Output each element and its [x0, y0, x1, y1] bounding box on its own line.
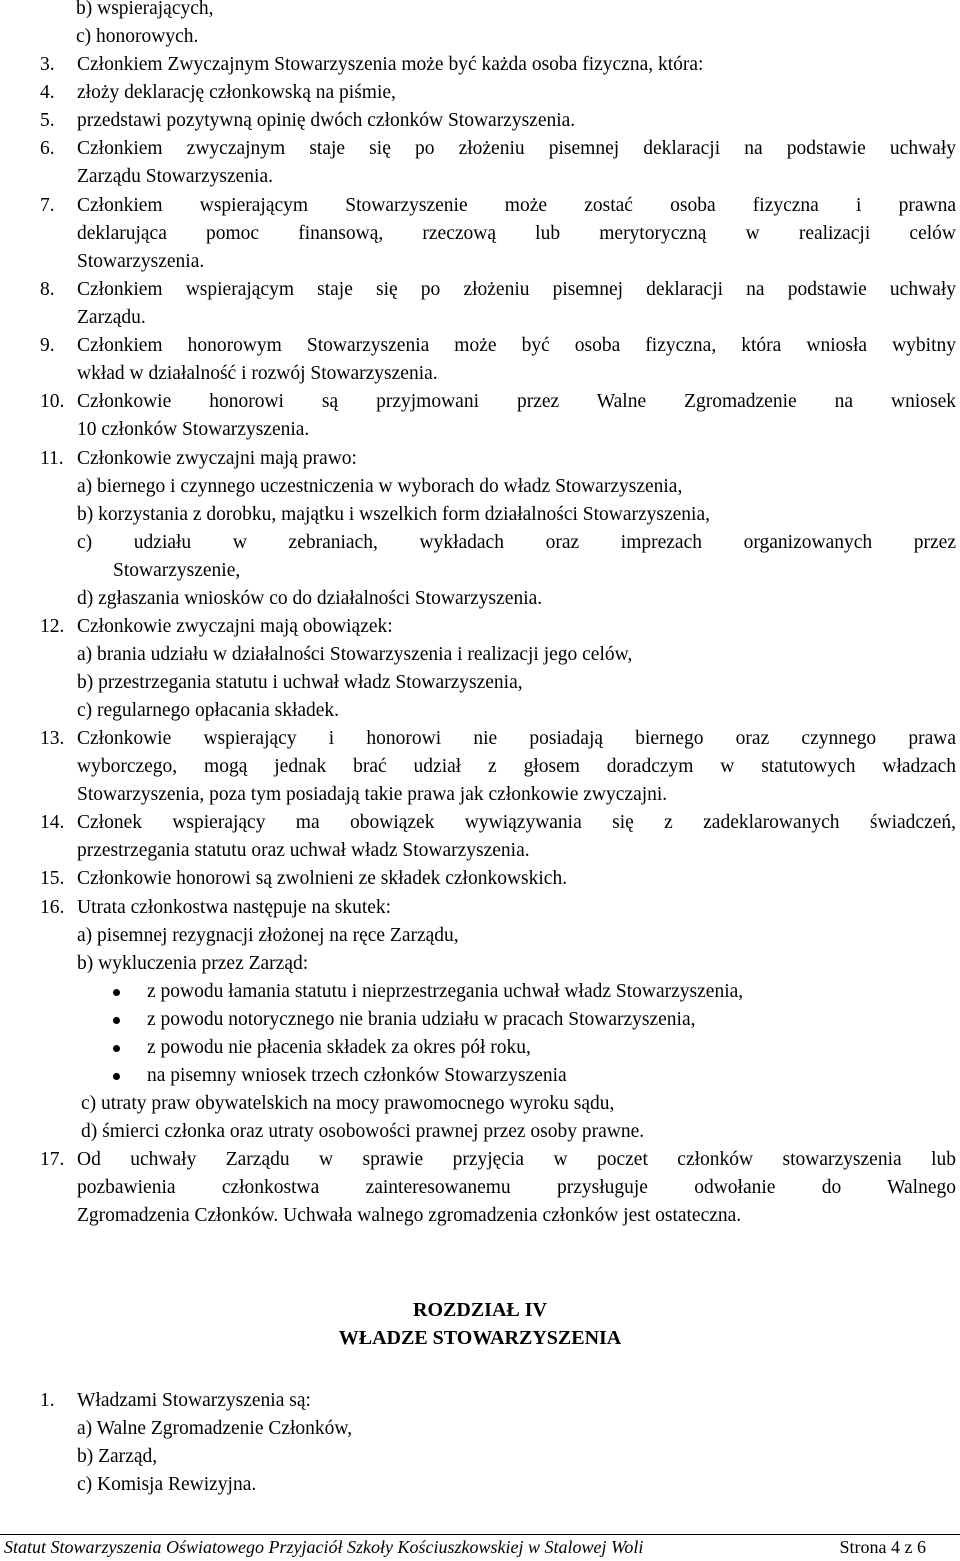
list-item: a) pisemnej rezygnacji złożonej na ręce Zarządu, [77, 925, 459, 946]
item-number: 16. [40, 897, 65, 918]
chapter-title: ROZDZIAŁ IV [413, 1299, 547, 1321]
list-item: a) brania udziału w działalności Stowarzyszenia i realizacji jego celów, [77, 644, 633, 665]
list-item: b) Zarząd, [77, 1446, 158, 1467]
item-number: 13. [40, 728, 65, 749]
list-item: b) wykluczenia przez Zarząd: [77, 953, 309, 974]
item-number: 6. [40, 138, 55, 159]
item-number: 3. [40, 54, 55, 75]
paragraph-line: Członkiem honorowym Stowarzyszenia może być osoba fizyczna, która wniosła wybitny [77, 335, 956, 356]
list-item: z powodu łamania statutu i nieprzestrzegania uchwał władz Stowarzyszenia, [147, 981, 744, 1002]
paragraph-line: deklarująca pomoc finansową, rzeczową lub merytoryczną w realizacji celów [77, 223, 956, 244]
paragraph-line: Członkiem wspierającym staje się po złożeniu pisemnej deklaracji na podstawie uchwały [77, 279, 956, 300]
paragraph-line: Członkiem zwyczajnym staje się po złożeniu pisemnej deklaracji na podstawie uchwały [77, 138, 956, 159]
list-item: z powodu notorycznego nie brania udziału w pracach Stowarzyszenia, [147, 1009, 696, 1030]
page-number: Strona 4 z 6 [839, 1537, 926, 1557]
paragraph-line: Zarządu Stowarzyszenia. [77, 166, 273, 187]
paragraph-line: Członkiem Zwyczajnym Stowarzyszenia może być każda osoba fizyczna, która: [77, 54, 704, 75]
paragraph-line: Utrata członkostwa następuje na skutek: [77, 897, 392, 918]
bullet-icon [113, 1073, 120, 1080]
paragraph-line: pozbawienia członkostwa zainteresowanemu przysługuje odwołanie do Walnego [77, 1177, 956, 1198]
paragraph-line: Zarządu. [77, 307, 146, 328]
item-number: 12. [40, 616, 65, 637]
item-number: 5. [40, 110, 55, 131]
list-item: b) przestrzegania statutu i uchwał władz Stowarzyszenia, [77, 672, 523, 693]
list-item: d) zgłaszania wniosków co do działalności Stowarzyszenia. [77, 588, 543, 609]
paragraph-line: Członkiem wspierającym Stowarzyszenie może zostać osoba fizyczna i prawna [77, 195, 956, 216]
footer-document-title: Statut Stowarzyszenia Oświatowego Przyjaciół Szkoły Kościuszkowskiej w Stalowej Woli [4, 1537, 644, 1557]
bullet-icon [113, 1017, 120, 1024]
list-item: b) wspierających, [76, 0, 214, 19]
item-number: 10. [40, 391, 65, 412]
list-item: Stowarzyszenie, [113, 560, 241, 581]
list-item: c) utraty praw obywatelskich na mocy prawomocnego wyroku sądu, [81, 1093, 615, 1114]
list-item: z powodu nie płacenia składek za okres pół roku, [147, 1037, 531, 1058]
paragraph-line: Członkowie zwyczajni mają prawo: [77, 448, 357, 469]
item-number: 8. [40, 279, 55, 300]
paragraph-line: Stowarzyszenia, poza tym posiadają takie prawa jak członkowie zwyczajni. [77, 784, 668, 805]
bullet-icon [113, 989, 120, 996]
footer-divider [0, 1534, 960, 1535]
item-number: 17. [40, 1149, 65, 1170]
paragraph-line: przedstawi pozytywną opinię dwóch członków Stowarzyszenia. [77, 110, 576, 131]
paragraph-line: Członkowie honorowi są zwolnieni ze składek członkowskich. [77, 868, 568, 889]
chapter-subtitle: WŁADZE STOWARZYSZENIA [338, 1327, 622, 1349]
list-item: c) regularnego opłacania składek. [77, 700, 340, 721]
paragraph-line: Stowarzyszenia. [77, 251, 205, 272]
item-number: 4. [40, 82, 55, 103]
list-item: a) Walne Zgromadzenie Członków, [77, 1418, 353, 1439]
paragraph-line: wkład w działalność i rozwój Stowarzyszenia. [77, 363, 438, 384]
list-item: c) honorowych. [76, 26, 199, 47]
paragraph-line: Od uchwały Zarządu w sprawie przyjęcia w poczet członków stowarzyszenia lub [77, 1149, 956, 1170]
list-item: na pisemny wniosek trzech członków Stowarzyszenia [147, 1065, 567, 1086]
paragraph-line: Członkowie wspierający i honorowi nie posiadają biernego oraz czynnego prawa [77, 728, 956, 749]
list-item: d) śmierci członka oraz utraty osobowości prawnej przez osoby prawne. [81, 1121, 645, 1142]
bullet-icon [113, 1045, 120, 1052]
list-item: c) udziału w zebraniach, wykładach oraz imprezach organizowanych przez [77, 532, 956, 553]
item-number: 9. [40, 335, 55, 356]
list-item: c) Komisja Rewizyjna. [77, 1474, 257, 1495]
paragraph-line: Zgromadzenia Członków. Uchwała walnego zgromadzenia członków jest ostateczna. [77, 1205, 742, 1226]
list-item: b) korzystania z dorobku, majątku i wszelkich form działalności Stowarzyszenia, [77, 504, 711, 525]
paragraph-line: Członkowie honorowi są przyjmowani przez Walne Zgromadzenie na wniosek [77, 391, 956, 412]
item-number: 15. [40, 868, 65, 889]
list-item: a) biernego i czynnego uczestniczenia w wyborach do władz Stowarzyszenia, [77, 476, 683, 497]
item-number: 7. [40, 195, 55, 216]
paragraph-line: 10 członków Stowarzyszenia. [77, 419, 310, 440]
paragraph-line: Członek wspierający ma obowiązek wywiązywania się z zadeklarowanych świadczeń, [77, 812, 956, 833]
paragraph-line: wyborczego, mogą jednak brać udział z głosem doradczym w statutowych władzach [77, 756, 956, 777]
paragraph-line: przestrzegania statutu oraz uchwał władz Stowarzyszenia. [77, 840, 530, 861]
paragraph-line: Władzami Stowarzyszenia są: [77, 1390, 311, 1411]
paragraph-line: Członkowie zwyczajni mają obowiązek: [77, 616, 393, 637]
item-number: 1. [40, 1390, 55, 1411]
paragraph-line: złoży deklarację członkowską na piśmie, [77, 82, 396, 103]
item-number: 11. [40, 448, 64, 469]
item-number: 14. [40, 812, 65, 833]
